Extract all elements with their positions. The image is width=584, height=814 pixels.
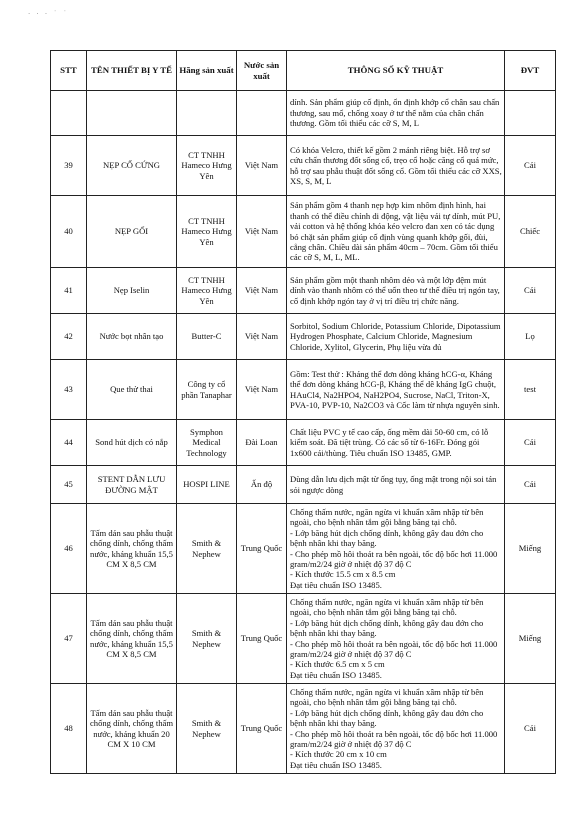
table-row: [51, 268, 556, 314]
spec-line: Sorbitol, Sodium Chloride, Potassium Chloride, Dipotassium Hydrogen Phosphate, Calcium Chloride, Magnesium Chloride, Xylitol, Glycerin, Phụ liệu vừa đủ: [290, 320, 501, 352]
cell-spec: [287, 594, 505, 684]
spec-line: Đạt tiêu chuẩn ISO 13485.: [290, 669, 382, 680]
cell-country: Trung Quốc: [237, 504, 287, 594]
cell-stt: 46: [51, 504, 87, 594]
spec-line: - Kích thước 20 cm x 10 cm: [290, 749, 387, 760]
table-row: [51, 594, 556, 684]
cell-maker: Smith & Nephew: [177, 504, 237, 594]
cell-stt: 40: [51, 196, 87, 268]
cell-maker: HOSPI LINE: [177, 466, 237, 504]
table-row: [51, 466, 556, 504]
cell-maker: CT TNHH Hameco Hưng Yên: [177, 268, 237, 314]
continuation-country: [237, 91, 287, 136]
spec-line: Gồm: Test thử : Kháng thể đơn dòng kháng hCG-α, Kháng thể đơn dòng kháng hCG-β, Kháng thể dê kháng IgG chuột, HAuCl4, Na2HPO4, NaH2PO4, Sucrose, NaCl, Triton-X, PVA-10, PVP-10, Na2CO3 và Cốc làm từ nhựa nguyên sinh.: [290, 368, 500, 410]
table-row: [51, 504, 556, 594]
cell-maker: Symphon Medical Technology: [177, 420, 237, 466]
spec-line: - Cho phép mồ hôi thoát ra bên ngoài, tốc độ bốc hơi 11.000 gram/m2/24 giờ ở nhiệt độ 37 độ C: [290, 638, 498, 659]
table-row: [51, 136, 556, 196]
cell-country: Trung Quốc: [237, 684, 287, 774]
cell-unit: Miếng: [505, 594, 556, 684]
cell-unit: Cái: [505, 684, 556, 774]
cell-country: Việt Nam: [237, 268, 287, 314]
cell-unit: Cái: [505, 268, 556, 314]
header-name: TÊN THIẾT BỊ Y TẾ: [87, 51, 177, 91]
cell-name: Nẹp Iselin: [87, 268, 177, 314]
spec-line: Chống thấm nước, ngăn ngừa vi khuẩn xâm nhập từ bên ngoài, cho bệnh nhân tắm gội bằng băng tại chỗ.: [290, 686, 484, 708]
cell-name: Sond hút dịch có nắp: [87, 420, 177, 466]
spec-line: Có khóa Velcro, thiết kế gồm 2 mảnh riêng biệt. Hỗ trợ sơ cứu chấn thương đốt sống cổ, trẹo cổ hoặc căng cổ quá mức, hỗ trợ sau phẫu thuật đốt sống cổ. Gồm tối thiểu các cỡ XXS, XS, S, M, L: [290, 144, 502, 186]
cell-stt: 48: [51, 684, 87, 774]
cell-unit: Cái: [505, 420, 556, 466]
spec-line: Đạt tiêu chuẩn ISO 13485.: [290, 579, 382, 590]
scan-mark: · · · ˙ ˙: [28, 10, 69, 18]
cell-country: Ấn độ: [237, 466, 287, 504]
header-country: Nước sản xuất: [237, 51, 287, 91]
spec-line: Chống thấm nước, ngăn ngừa vi khuẩn xâm nhập từ bên ngoài, cho bệnh nhân tắm gội bằng băng tại chỗ.: [290, 506, 484, 528]
table-row: [51, 684, 556, 774]
header-stt: STT: [51, 51, 87, 91]
cell-country: Đài Loan: [237, 420, 287, 466]
continuation-stt: [51, 91, 87, 136]
cell-stt: 43: [51, 360, 87, 420]
cell-stt: 39: [51, 136, 87, 196]
cell-name: Nước bọt nhân tạo: [87, 314, 177, 360]
table-row: [51, 314, 556, 360]
table-row: [51, 196, 556, 268]
table-row: [51, 360, 556, 420]
cell-spec: [287, 196, 505, 268]
cell-country: Trung Quốc: [237, 594, 287, 684]
cell-spec: [287, 268, 505, 314]
cell-name: NẸP GỐI: [87, 196, 177, 268]
cell-name: Que thử thai: [87, 360, 177, 420]
cell-spec: [287, 360, 505, 420]
spec-line: Sản phẩm gồm 4 thanh nẹp hợp kim nhôm định hình, hai thanh có thể điều chỉnh di động, vật liệu vải tự dính, mút PU, vải cotton và hệ thống khóa kéo velcro đan xen có tác dụng bó chặt sản phẩm giúp cố định vùng quanh khớp gối, đùi, cẳng chân. Chiều dài sản phẩm 40cm – 70cm. Gồm tối thiểu các cỡ S, M, L, ML.: [290, 200, 501, 263]
cell-maker: Smith & Nephew: [177, 684, 237, 774]
cell-unit: Miếng: [505, 504, 556, 594]
header-row: [51, 51, 556, 91]
spec-line: Chất liệu PVC y tế cao cấp, ống mềm dài 50-60 cm, có lỗ kiểm soát. Đã tiệt trùng. Có các số từ 6-16Fr. Đóng gói 1x600 cái/thùng. Tiêu chuẩn ISO 13485, GMP.: [290, 426, 489, 458]
cell-name: STENT DẪN LƯU ĐƯỜNG MẬT: [87, 466, 177, 504]
cell-stt: 42: [51, 314, 87, 360]
cell-name: Tấm dán sau phẫu thuật chống dính, chống thấm nước, kháng khuẩn 15,5 CM X 8,5 CM: [87, 594, 177, 684]
continuation-unit: [505, 91, 556, 136]
cell-maker: Smith & Nephew: [177, 594, 237, 684]
spec-line: - Lớp băng hút dịch chống dính, không gây đau đớn cho bệnh nhân khi thay băng.: [290, 617, 484, 639]
cell-spec: [287, 420, 505, 466]
cell-name: Tấm dán sau phẫu thuật chống dính, chống thấm nước, kháng khuẩn 20 CM X 10 CM: [87, 684, 177, 774]
spec-line: - Kích thước 6.5 cm x 5 cm: [290, 659, 385, 670]
cell-maker: CT TNHH Hameco Hưng Yên: [177, 136, 237, 196]
cell-stt: 45: [51, 466, 87, 504]
table-row: [51, 420, 556, 466]
cell-spec: [287, 466, 505, 504]
cell-unit: Chiếc: [505, 196, 556, 268]
cell-unit: Lọ: [505, 314, 556, 360]
continuation-name: [87, 91, 177, 136]
spec-line: - Cho phép mồ hôi thoát ra bên ngoài, tốc độ bốc hơi 11.000 gram/m2/24 giờ ở nhiệt độ 37 độ C: [290, 728, 498, 749]
header-spec: THÔNG SỐ KỸ THUẬT: [287, 51, 505, 91]
cell-country: Việt Nam: [237, 360, 287, 420]
spec-line: - Lớp băng hút dịch chống dính, không gây đau đớn cho bệnh nhân khi thay băng.: [290, 707, 484, 729]
header-maker: Hãng sản xuất: [177, 51, 237, 91]
cell-stt: 47: [51, 594, 87, 684]
spec-line: Dùng dẫn lưu dịch mật từ ống tụy, ống mật trong nội soi tán sỏi ngược dòng: [290, 474, 497, 495]
cell-name: NẸP CỔ CỨNG: [87, 136, 177, 196]
spec-line: Chống thấm nước, ngăn ngừa vi khuẩn xâm nhập từ bên ngoài, cho bệnh nhân tắm gội bằng băng tại chỗ.: [290, 596, 484, 618]
cell-country: Việt Nam: [237, 196, 287, 268]
spec-line: - Cho phép mồ hôi thoát ra bên ngoài, tốc độ bốc hơi 11.000 gram/m2/24 giờ ở nhiệt độ 37 độ C: [290, 548, 498, 569]
cell-maker: CT TNHH Hameco Hưng Yên: [177, 196, 237, 268]
equipment-table: [50, 50, 556, 774]
cell-stt: 41: [51, 268, 87, 314]
cell-spec: [287, 684, 505, 774]
continuation-maker: [177, 91, 237, 136]
cell-unit: Cái: [505, 136, 556, 196]
cell-spec: [287, 314, 505, 360]
spec-line: Sản phẩm gồm một thanh nhôm dẻo và một lớp đệm mút dính vào thanh nhôm có thể uốn theo tư thế điều trị ngón tay, cố định khớp ngón tay ở vị trí điều trị chức năng.: [290, 274, 500, 306]
header-unit: ĐVT: [505, 51, 556, 91]
spec-line: - Lớp băng hút dịch chống dính, không gây đau đớn cho bệnh nhân khi thay băng.: [290, 527, 484, 549]
continuation-row: [51, 91, 556, 136]
continuation-spec: dính. Sản phẩm giúp cố định, ổn định khớp cổ chân sau chấn thương, sau mổ, chống xoay ở tư thế nằm của chân chấn thương. Gồm tối thiểu các cỡ S, M, L: [287, 91, 505, 136]
cell-maker: Butter-C: [177, 314, 237, 360]
cell-name: Tấm dán sau phẫu thuật chống dính, chống thấm nước, kháng khuẩn 15,5 CM X 8,5 CM: [87, 504, 177, 594]
cell-unit: Cái: [505, 466, 556, 504]
cell-stt: 44: [51, 420, 87, 466]
cell-spec: [287, 504, 505, 594]
cell-maker: Công ty cổ phần Tanaphar: [177, 360, 237, 420]
cell-spec: [287, 136, 505, 196]
cell-unit: test: [505, 360, 556, 420]
cell-country: Việt Nam: [237, 314, 287, 360]
cell-country: Việt Nam: [237, 136, 287, 196]
spec-line: - Kích thước 15.5 cm x 8.5 cm: [290, 569, 396, 580]
spec-line: Đạt tiêu chuẩn ISO 13485.: [290, 759, 382, 770]
